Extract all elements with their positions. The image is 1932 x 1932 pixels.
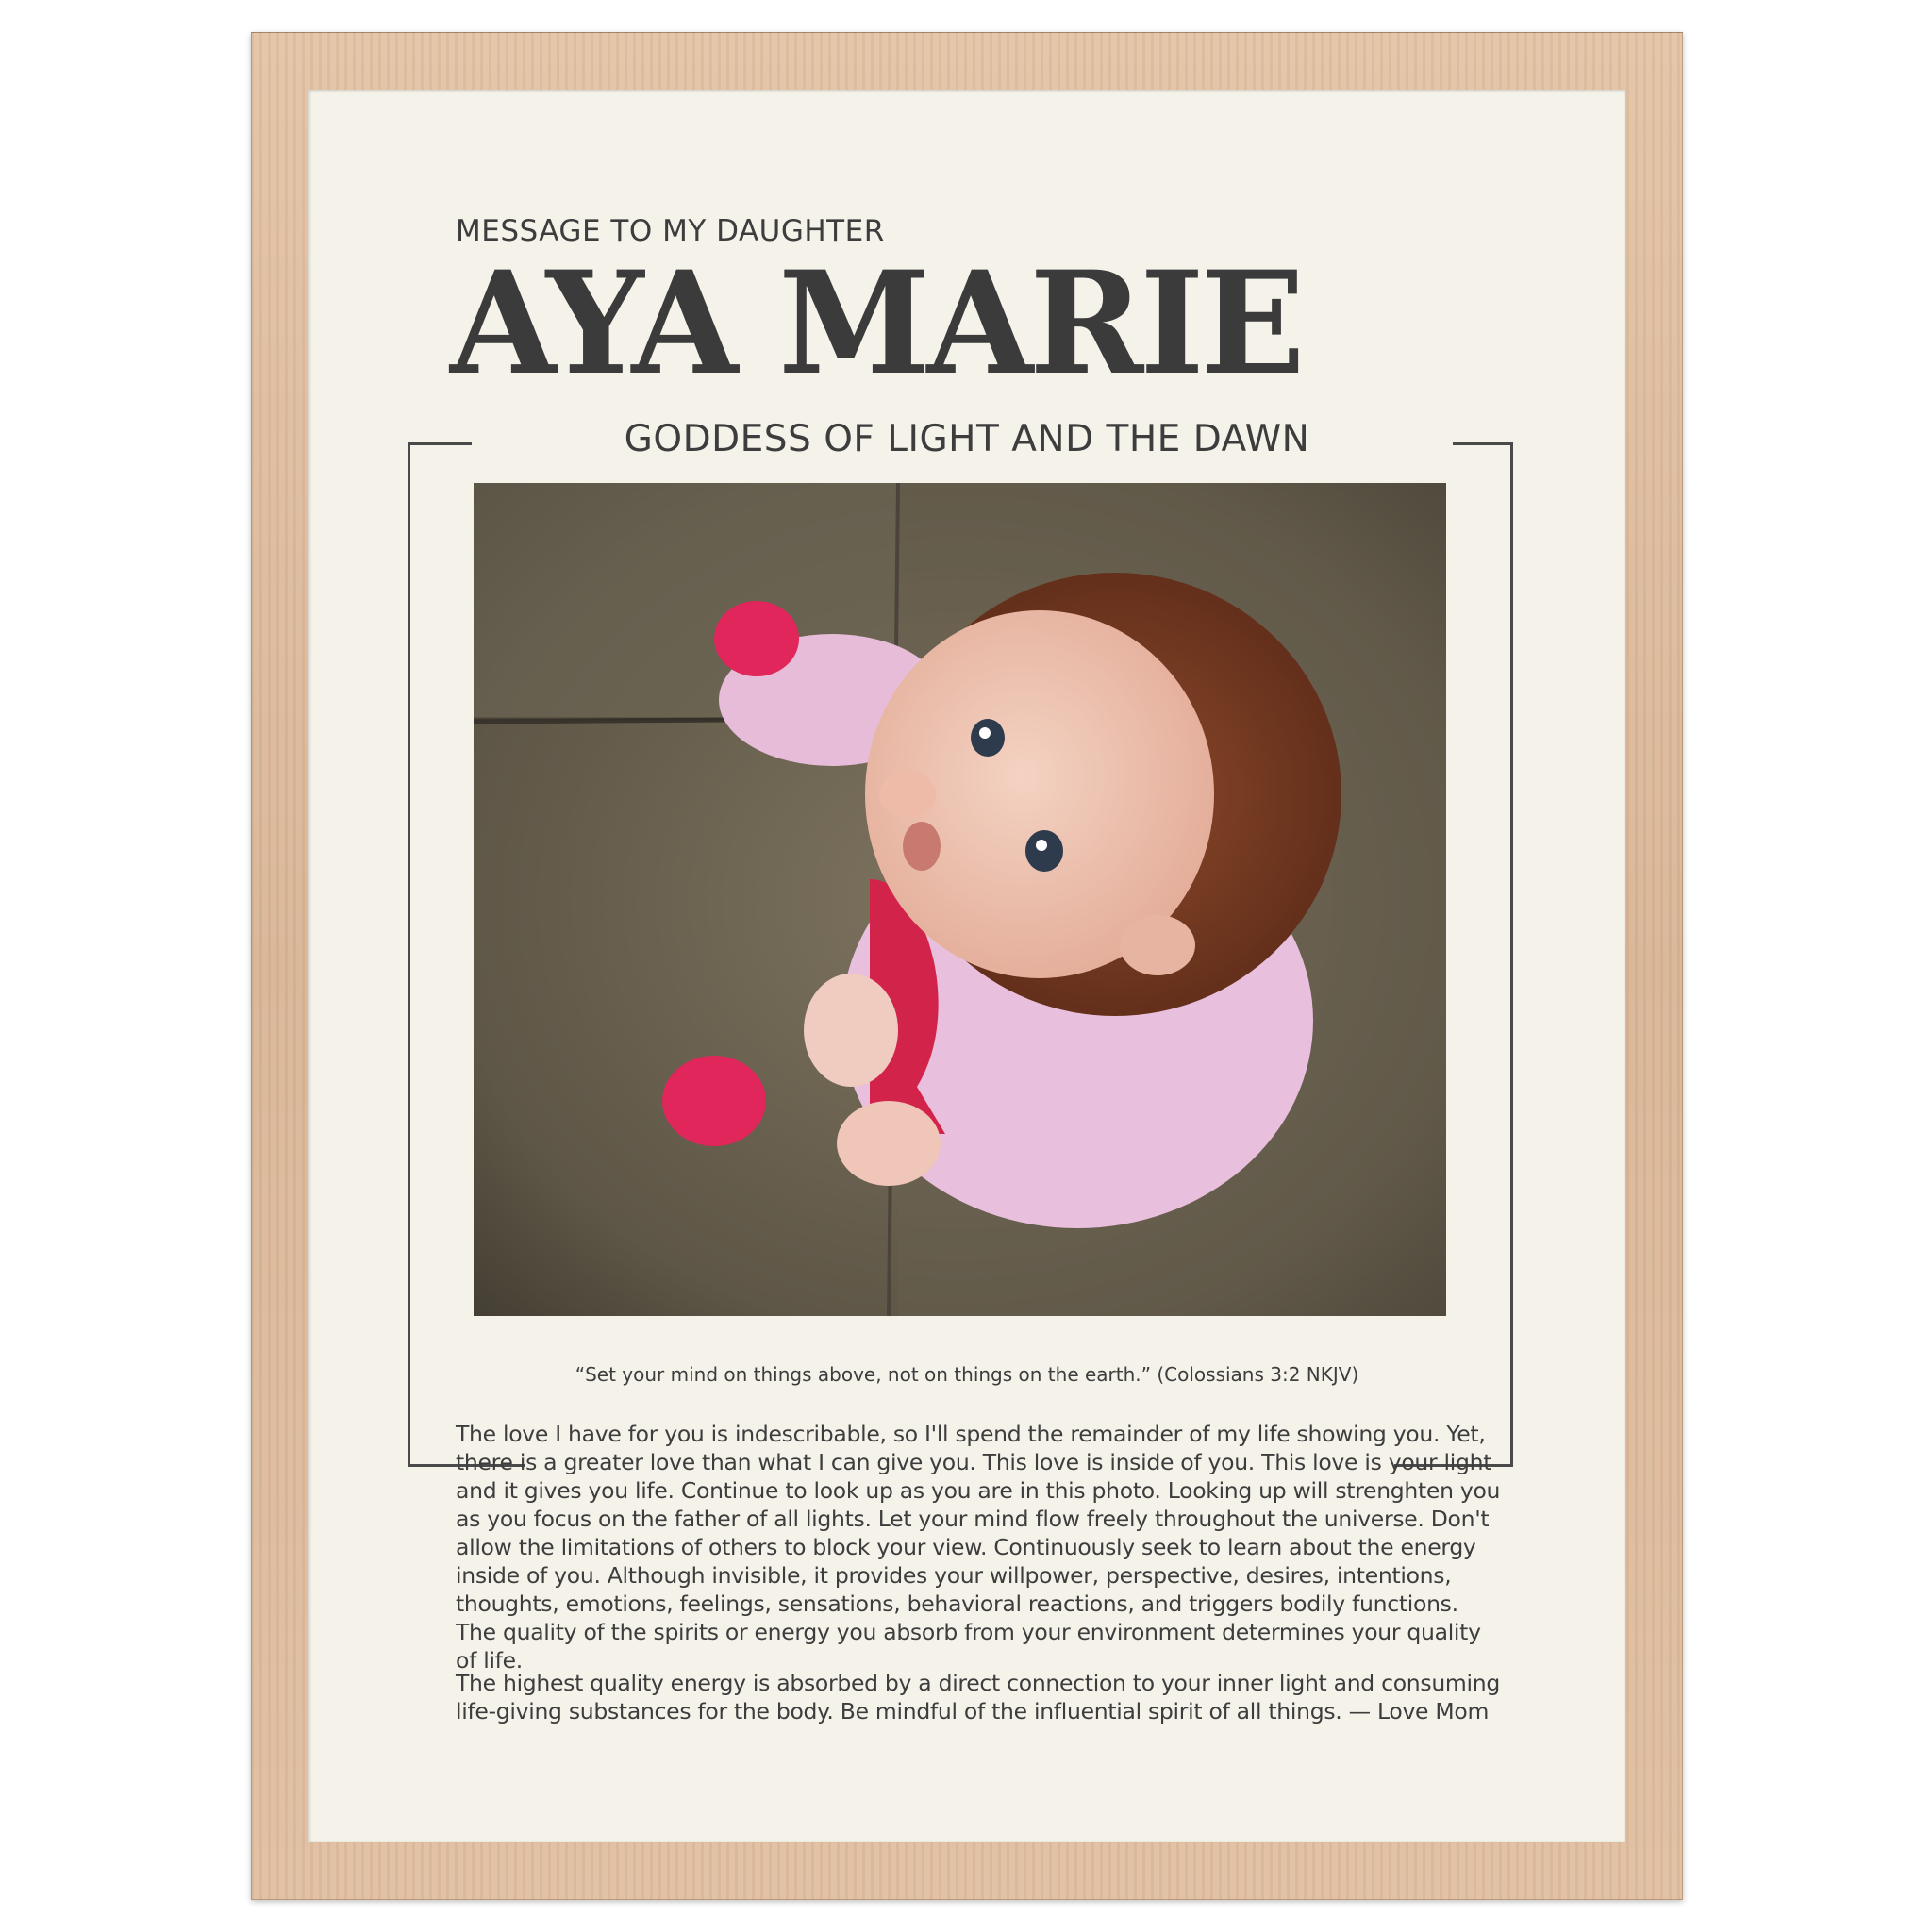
daughter-photo-illustration bbox=[474, 483, 1446, 1316]
poster-subtitle: GODDESS OF LIGHT AND THE DAWN bbox=[624, 418, 1310, 460]
bracket-top-left bbox=[408, 442, 472, 445]
bracket-right bbox=[1510, 442, 1513, 1467]
poster-mat bbox=[308, 90, 1625, 1842]
message-paragraph-1: The love I have for you is indescribable, so I'll spend the remainder of my life showing you. Yet, there is a greater love than what I can give you. This love is inside of you. This love is your light and it gives you life. Continue to look up as you are in this photo. Looking up will strenghten you as you focus on the father of all lights. Let your mind flow freely throughout the universe. Don't allow the limitations of others to block your view. Continuously seek to learn about the energy inside of you. Although invisible, it provides your willpower, perspective, desires, intentions, thoughts, emotions, feelings, sensations, behavioral reactions, and triggers bodily functions. The quality of the spirits or energy you absorb from your environment determines your quality of life. bbox=[456, 1421, 1501, 1674]
poster-name-title: AYA MARIE bbox=[450, 241, 1302, 407]
message-paragraph-2: The highest quality energy is absorbed by a direct connection to your inner light and consuming life-giving substances for the body. Be mindful of the influential spirit of all things. — Love Mom bbox=[456, 1670, 1500, 1724]
scripture-quote: “Set your mind on things above, not on things on the earth.” (Colossians 3:2 NKJV) bbox=[575, 1363, 1359, 1386]
bracket-left bbox=[408, 442, 410, 1467]
daughter-photo bbox=[474, 483, 1446, 1316]
wood-frame bbox=[251, 32, 1683, 1900]
bracket-top-right bbox=[1453, 442, 1513, 445]
eyebrow-text: MESSAGE TO MY DAUGHTER bbox=[456, 214, 885, 248]
